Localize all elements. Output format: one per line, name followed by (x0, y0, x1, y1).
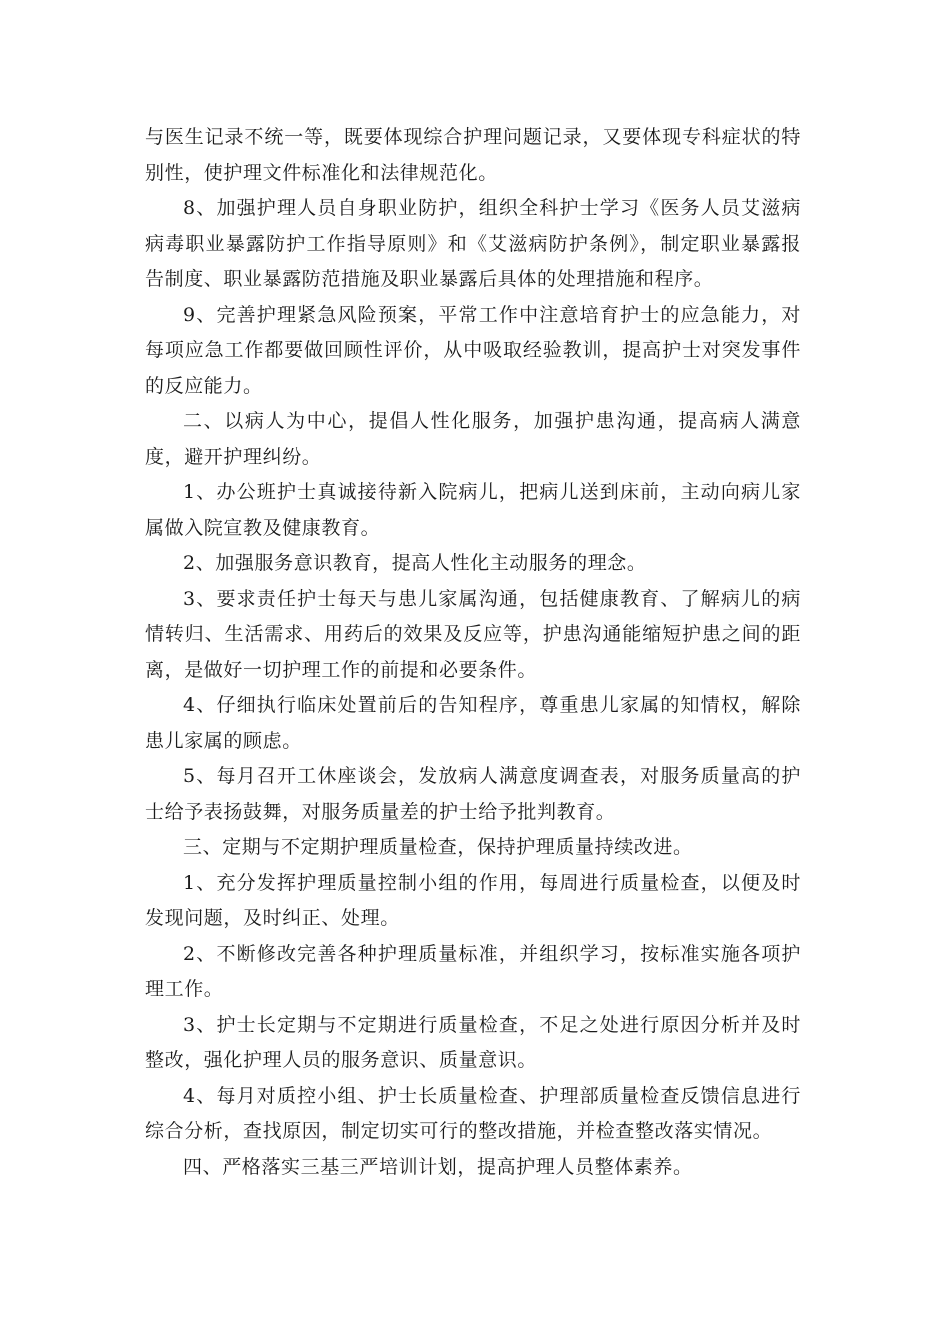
paragraph-item-2-1: 1、办公班护士真诚接待新入院病儿，把病儿送到床前，主动向病儿家属做入院宣教及健康教育。 (145, 481, 801, 539)
paragraph-item-8: 8、加强护理人员自身职业防护，组织全科护士学习《医务人员艾滋病病毒职业暴露防护工作指导原则》和《艾滋病防护条例》，制定职业暴露报告制度、职业暴露防范措施及职业暴露后具体的处理措施和程序。 (145, 197, 801, 290)
paragraph-item-2-2: 2、加强服务意识教育，提高人性化主动服务的理念。 (183, 552, 647, 574)
paragraph-item-3-1: 1、充分发挥护理质量控制小组的作用，每周进行质量检查，以便及时发现问题，及时纠正、处理。 (145, 871, 801, 929)
paragraph-item-2-4: 4、仔细执行临床处置前后的告知程序，尊重患儿家属的知情权，解除患儿家属的顾虑。 (145, 694, 801, 752)
paragraph-item-2-5: 5、每月召开工休座谈会，发放病人满意度调查表，对服务质量高的护士给予表扬鼓舞，对服务质量差的护士给予批判教育。 (145, 765, 801, 823)
section-heading-4: 四、严格落实三基三严培训计划，提高护理人员整体素养。 (183, 1155, 693, 1178)
section-heading-2: 二、以病人为中心，提倡人性化服务，加强护患沟通，提高病人满意度，避开护理纠纷。 (145, 410, 801, 468)
paragraph-item-2-3: 3、要求责任护士每天与患儿家属沟通，包括健康教育、了解病儿的病情转归、生活需求、用药后的效果及反应等，护患沟通能缩短护患之间的距离，是做好一切护理工作的前提和必要条件。 (145, 587, 801, 681)
section-heading-3: 三、定期与不定期护理质量检查，保持护理质量持续改进。 (183, 836, 693, 858)
paragraph-item-3-2: 2、不断修改完善各种护理质量标准，并组织学习，按标准实施各项护理工作。 (145, 942, 801, 1000)
paragraph-continuation: 与医生记录不统一等，既要体现综合护理问题记录，又要体现专科症状的特别性，使护理文件标准化和法律规范化。 (145, 126, 801, 184)
paragraph-item-3-3: 3、护士长定期与不定期进行质量检查，不足之处进行原因分析并及时整改，强化护理人员的服务意识、质量意识。 (145, 1013, 801, 1071)
paragraph-item-3-4: 4、每月对质控小组、护士长质量检查、护理部质量检查反馈信息进行综合分析，查找原因，制定切实可行的整改措施，并检查整改落实情况。 (145, 1084, 801, 1142)
document-body (145, 120, 801, 1185)
paragraph-item-9: 9、完善护理紧急风险预案，平常工作中注意培育护士的应急能力，对每项应急工作都要做回顾性评价，从中吸取经验教训，提高护士对突发事件的反应能力。 (145, 303, 801, 397)
